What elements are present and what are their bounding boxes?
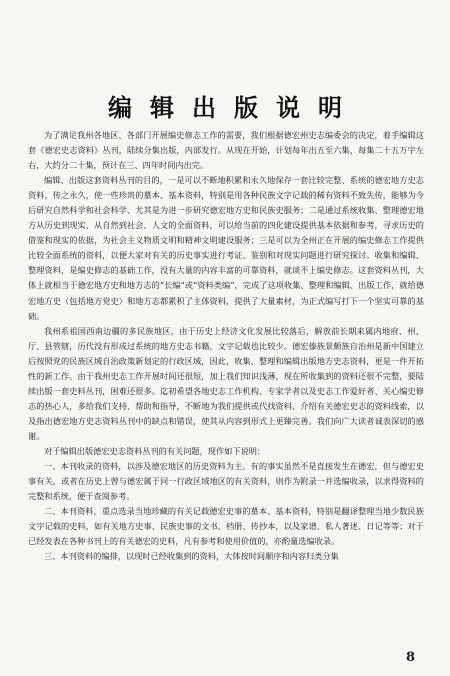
list-item: 三、本刊资料的编排，以现时已经收集到的资料，大体按时间顺序和内容归类分集 xyxy=(44,551,339,562)
list-item: 一、本刊收录的资料，以涉及德宏地区的历史资料为主。有的事实虽然不是直接发生在德宏，但与德宏史事有关，或者在历史上曾与德宏属于同一行政区域地区的有关资料，则作为附录一并选编收录，以求得资料的完整和系统，便于查阅参考。 xyxy=(28,461,424,502)
list-item: 二、本刊资料，重点选录当地珍藏的有关记载德宏史事的墓本、基本资料，特别是翻译整理当地少数民族文字记载的史料，如有关地方史事、民族史事的文书、档册、传抄本，以及家谱、私人著述、日记等等；对于已经发表在各种书刊上的有关德宏的史料，凡有参考和使用价值的，亦酌量选编收录。 xyxy=(28,506,424,547)
body-text xyxy=(28,128,424,564)
paragraph-purpose: 编辑、出版这套资料丛刊的目的，一是可以不断地积累和永久地保存一套比较完整、系统的德宏地方史志资料，传之永久，使一些珍贵的墓本、基本资料，特别是用各种民族文字记载的稀有资料不致失传，能够为今后研究自然科学和社会科学、尤其是为进一步研究德宏地方史和民族史服务；二是通过系统收集、整理德宏地方从历史到现实、从自然到社会、人文的全面资料，可以给当前的四化建设提供基本依据和参考，寻求历史的借鉴和现实的依据，为社会主义物质文明和精神文明建设服务；三是可以为全州正在开展的编史修志工作提供比较全面系统的资料，以便大家对有关的历史事实进行考证、鉴别和对现实问题进行研究探讨。收集和编辑、整理资料，是编史修志的基础工作，没有大量的内容丰富的可靠资料，就谈不上编史修志。这套资料丛刊，大体上就相当于德宏地方史和地方志的“长编”或“资料类编”，完成了这项收集、整理和编辑、出版工作，就给德宏地方史（包括地方党史）和地方志都累积了主体资料，提供了大量素材，为正式编写打下一个坚实可靠的基础。 xyxy=(28,175,424,321)
paragraph-explanation-lead: 对于编辑出版德宏史志资料丛刊的有关问题，现作如下说明： xyxy=(44,445,266,456)
paragraph-background: 我州系祖国西南边疆的多民族地区，由于历史上经济文化发展比较落后，解放前长期来属内地府、州、厅、县管辖，历代没有形成过系统的地方史志书籍，文字记载也比较少。德宏傣族景颇族自治州是新中国建立后按照党的民族区域自治政策新划定的行政区域，因此，收集、整理和编辑出版地方史志资料，更是一件开拓性的新工作。由于我州史志工作开展时间还很短，加上我们知识浅薄，现在所收集到的资料还很不完整，要陆续出版一套史料丛刊，困难还很多。迄初希望各地史志工作机构、专家学者以及史志工作爱好者、关心编史修志的热心人，多给我们支持、帮助和指导，不断地为我们提供或代找资料、介绍有关德宏史志的资料线索，以及指出德宏地方史志资料丛刊中的缺点和错误，使其从内容到形式上更臻完善。我们向广大读者诚表深切的感谢。 xyxy=(28,325,424,441)
page-title: 编辑出版说明 xyxy=(108,93,360,122)
page-number: 8 xyxy=(406,650,416,665)
paragraph-intro: 为了满足我州各地区、各部门开展编史修志工作的需要，我们根据德宏州史志编委会的决定，着手编辑这套《德宏史志资料》丛刊，陆续分集出版，内部发行。从现在开始，计划每年出五至六集，每集二十五万字左右，大约分二十集，预计在三、四年时间内出完。 xyxy=(28,130,424,171)
